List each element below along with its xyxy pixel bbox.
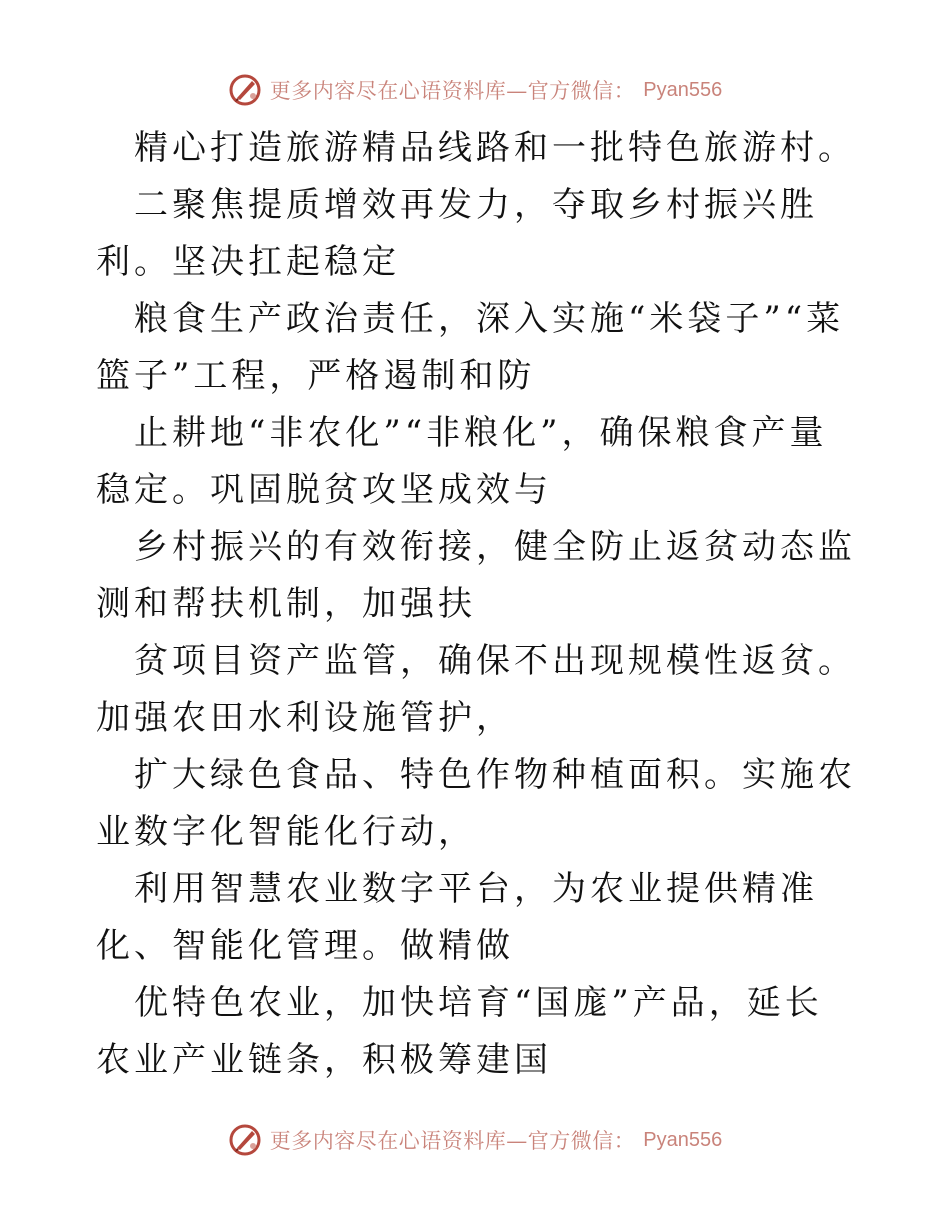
document-body xyxy=(96,120,856,1089)
paragraph: 二聚焦提质增效再发力，夺取乡村振兴胜利。坚决扛起稳定 xyxy=(96,185,818,282)
header-watermark xyxy=(0,68,950,112)
paragraph: 贫项目资产监管，确保不出现规模性返贫。加强农田水利设施管护， xyxy=(96,641,856,738)
quill-circle-logo-icon xyxy=(228,1123,262,1157)
watermark-text: 更多内容尽在心语资料库—官方微信： xyxy=(269,1129,636,1153)
paragraph: 优特色农业，加快培育“国庬”产品，延长农业产业链条，积极筹建国 xyxy=(96,983,823,1080)
paragraph: 乡村振兴的有效衔接，健全防止返贫动态监测和帮扶机制，加强扶 xyxy=(96,527,856,624)
paragraph: 止耕地“非农化”“非粮化”，确保粮食产量稳定。巩固脱贫攻坚成效与 xyxy=(96,413,828,510)
watermark-handle: Pyan556 xyxy=(643,78,723,101)
watermark-handle: Pyan556 xyxy=(643,1128,723,1151)
paragraph: 精心打造旅游精品线路和一批特色旅游村。 xyxy=(134,128,856,168)
watermark-text: 更多内容尽在心语资料库—官方微信： xyxy=(269,79,636,103)
footer-watermark xyxy=(0,1118,950,1162)
paragraph: 粮食生产政治责任，深入实施“米袋子”“菜篮子”工程，严格遏制和防 xyxy=(96,299,845,396)
paragraph: 利用智慧农业数字平台，为农业提供精准化、智能化管理。做精做 xyxy=(96,869,818,966)
paragraph: 扩大绿色食品、特色作物种植面积。实施农业数字化智能化行动， xyxy=(96,755,856,852)
quill-circle-logo-icon xyxy=(228,73,262,107)
